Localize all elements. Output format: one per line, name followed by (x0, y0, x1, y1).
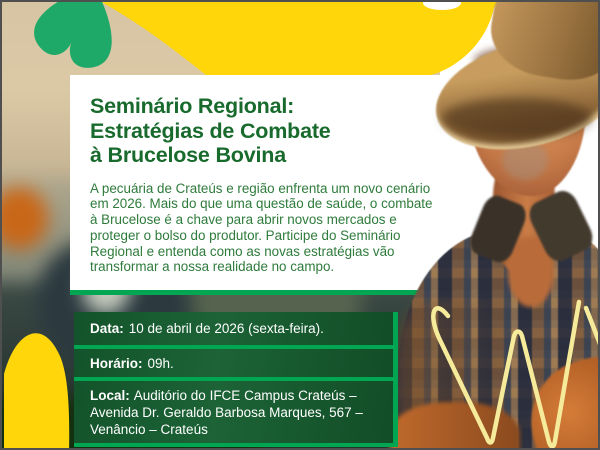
poster-title (90, 94, 438, 168)
date-label: Data: (90, 321, 124, 336)
farmer-left-arm (390, 402, 520, 450)
title-line-1: Seminário Regional: (90, 94, 295, 118)
info-bars (74, 312, 398, 447)
title-line-2: Estratégias de Combate (90, 118, 331, 143)
poster-body-text: A pecuária de Crateús e região enfrenta um novo cenário em 2026. Mais do que uma questão de saúde, o combate à Brucelose é a chave para abrir novos mercados e proteger o bolso do produtor. Participe do Seminário Regional e entenda como as novas estratégias vão transformar a nossa realidade no campo. (90, 180, 433, 275)
info-bar-location (74, 381, 398, 447)
info-bar-date (74, 312, 398, 349)
date-value: 10 de abril de 2026 (sexta-feira). (128, 321, 324, 336)
title-line-3: à Brucelose Bovina (90, 143, 286, 167)
info-bar-time (74, 349, 398, 381)
location-value: Auditório do IFCE Campus Crateús – Avenida Dr. Geraldo Barbosa Marques, 567 – Venâncio – Crateús (90, 388, 363, 437)
farmer-photo (390, 2, 600, 450)
time-label: Horário: (90, 355, 143, 371)
location-label: Local: (90, 388, 130, 403)
time-value: 09h. (147, 355, 174, 371)
